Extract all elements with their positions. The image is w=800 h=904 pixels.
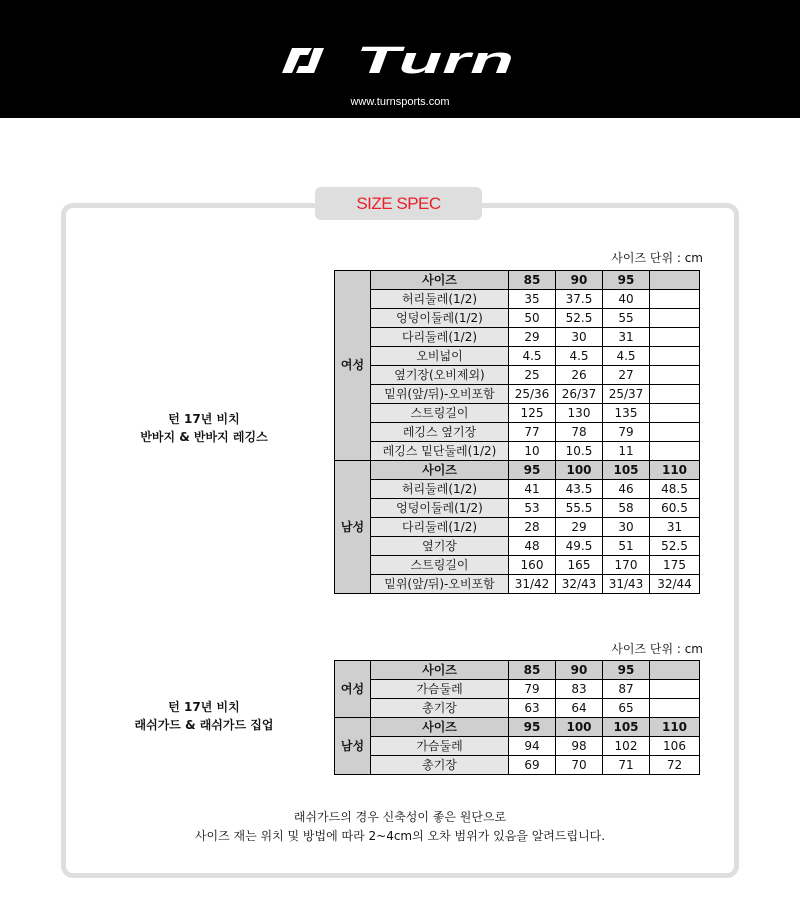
measurement-label-cell: 엉덩이둘레(1/2) — [371, 309, 509, 328]
measurement-value-cell: 79 — [603, 423, 650, 442]
measurement-label-cell: 옆기장 — [371, 537, 509, 556]
header-label-cell: 사이즈 — [371, 461, 509, 480]
measurement-value-cell: 30 — [603, 518, 650, 537]
header-label-cell: 사이즈 — [371, 718, 509, 737]
header-size-cell — [650, 661, 700, 680]
measurement-value-cell: 32/44 — [650, 575, 700, 594]
measurement-value-cell — [650, 404, 700, 423]
measurement-value-cell: 31 — [603, 328, 650, 347]
measurement-value-cell: 28 — [509, 518, 556, 537]
header-size-cell — [650, 271, 700, 290]
measurement-label-cell: 밑위(앞/뒤)-오비포함 — [371, 385, 509, 404]
measurement-value-cell: 25/36 — [509, 385, 556, 404]
measurement-label-cell: 총기장 — [371, 756, 509, 775]
header-label-cell: 사이즈 — [371, 271, 509, 290]
gender-label: 여성 — [335, 661, 371, 718]
measurement-value-cell: 46 — [603, 480, 650, 499]
header-size-cell: 100 — [556, 461, 603, 480]
gender-label: 여성 — [335, 271, 371, 461]
measurement-value-cell: 32/43 — [556, 575, 603, 594]
measurement-label-cell: 허리둘레(1/2) — [371, 290, 509, 309]
measurement-label-cell: 허리둘레(1/2) — [371, 480, 509, 499]
measurement-label-cell: 스트링길이 — [371, 556, 509, 575]
table-row — [335, 737, 700, 756]
product-title-line2: 반바지 & 반바지 레깅스 — [140, 430, 268, 444]
measurement-value-cell: 43.5 — [556, 480, 603, 499]
measurement-value-cell: 50 — [509, 309, 556, 328]
measurement-value-cell: 31 — [650, 518, 700, 537]
measurement-value-cell: 4.5 — [556, 347, 603, 366]
header-size-cell: 105 — [603, 461, 650, 480]
header-size-cell: 95 — [509, 461, 556, 480]
size-unit-label: 사이즈 단위 : cm — [611, 642, 703, 656]
measurement-value-cell — [650, 290, 700, 309]
measurement-value-cell: 125 — [509, 404, 556, 423]
measurement-value-cell: 87 — [603, 680, 650, 699]
table-row — [335, 518, 700, 537]
table-row — [335, 756, 700, 775]
table-row — [335, 575, 700, 594]
table-row — [335, 385, 700, 404]
measurement-value-cell: 49.5 — [556, 537, 603, 556]
measurement-value-cell: 165 — [556, 556, 603, 575]
measurement-label-cell: 레깅스 옆기장 — [371, 423, 509, 442]
table-row — [335, 366, 700, 385]
measurement-value-cell: 64 — [556, 699, 603, 718]
header-size-cell: 95 — [509, 718, 556, 737]
header-size-cell: 105 — [603, 718, 650, 737]
measurement-value-cell: 130 — [556, 404, 603, 423]
measurement-value-cell: 26 — [556, 366, 603, 385]
size-note — [0, 808, 800, 846]
size-spec-title: SIZE SPEC — [315, 187, 482, 220]
gender-label: 남성 — [335, 718, 371, 775]
size-table-shorts — [334, 270, 700, 594]
measurement-value-cell — [650, 423, 700, 442]
measurement-value-cell: 135 — [603, 404, 650, 423]
header-label-cell: 사이즈 — [371, 661, 509, 680]
measurement-value-cell: 72 — [650, 756, 700, 775]
measurement-label-cell: 엉덩이둘레(1/2) — [371, 499, 509, 518]
header-size-cell: 85 — [509, 661, 556, 680]
size-table-rashguard — [334, 660, 700, 775]
header-size-cell: 110 — [650, 718, 700, 737]
measurement-value-cell — [650, 309, 700, 328]
measurement-label-cell: 가슴둘레 — [371, 680, 509, 699]
brand-logo-text: Turn — [356, 40, 514, 80]
measurement-value-cell: 51 — [603, 537, 650, 556]
header-size-cell: 90 — [556, 661, 603, 680]
measurement-value-cell: 98 — [556, 737, 603, 756]
header-size-cell: 95 — [603, 661, 650, 680]
measurement-value-cell: 4.5 — [509, 347, 556, 366]
measurement-value-cell: 27 — [603, 366, 650, 385]
measurement-value-cell: 48 — [509, 537, 556, 556]
table-row — [335, 680, 700, 699]
table-row — [335, 556, 700, 575]
product-title-shorts — [104, 410, 304, 446]
product-title-rashguard — [104, 698, 304, 734]
measurement-value-cell: 11 — [603, 442, 650, 461]
header-size-cell: 85 — [509, 271, 556, 290]
measurement-value-cell: 71 — [603, 756, 650, 775]
measurement-value-cell: 10 — [509, 442, 556, 461]
measurement-value-cell: 35 — [509, 290, 556, 309]
table-row — [335, 423, 700, 442]
measurement-value-cell: 26/37 — [556, 385, 603, 404]
table-row — [335, 699, 700, 718]
table-row — [335, 290, 700, 309]
measurement-label-cell: 다리둘레(1/2) — [371, 328, 509, 347]
measurement-value-cell: 60.5 — [650, 499, 700, 518]
table-header-row — [335, 271, 700, 290]
brand-url[interactable]: www.turnsports.com — [350, 96, 450, 108]
product-title-line1: 턴 17년 비치 — [168, 700, 240, 714]
measurement-value-cell: 170 — [603, 556, 650, 575]
measurement-value-cell: 83 — [556, 680, 603, 699]
table-row — [335, 442, 700, 461]
measurement-value-cell: 48.5 — [650, 480, 700, 499]
product-title-line1: 턴 17년 비치 — [168, 412, 240, 426]
measurement-value-cell: 175 — [650, 556, 700, 575]
table-row — [335, 404, 700, 423]
measurement-value-cell: 79 — [509, 680, 556, 699]
table-row — [335, 480, 700, 499]
measurement-value-cell: 10.5 — [556, 442, 603, 461]
measurement-value-cell: 31/42 — [509, 575, 556, 594]
measurement-value-cell: 78 — [556, 423, 603, 442]
measurement-label-cell: 레깅스 밑단둘레(1/2) — [371, 442, 509, 461]
table-row — [335, 309, 700, 328]
measurement-value-cell: 63 — [509, 699, 556, 718]
measurement-value-cell: 58 — [603, 499, 650, 518]
measurement-value-cell — [650, 680, 700, 699]
header-size-cell: 110 — [650, 461, 700, 480]
table-row — [335, 347, 700, 366]
brand-logo — [278, 40, 518, 80]
table-header-row — [335, 661, 700, 680]
measurement-value-cell: 29 — [509, 328, 556, 347]
measurement-value-cell: 102 — [603, 737, 650, 756]
measurement-value-cell: 55.5 — [556, 499, 603, 518]
measurement-value-cell: 4.5 — [603, 347, 650, 366]
measurement-value-cell — [650, 366, 700, 385]
measurement-value-cell — [650, 328, 700, 347]
measurement-label-cell: 밑위(앞/뒤)-오비포함 — [371, 575, 509, 594]
table-header-row — [335, 718, 700, 737]
measurement-value-cell — [650, 385, 700, 404]
measurement-label-cell: 다리둘레(1/2) — [371, 518, 509, 537]
measurement-label-cell: 가슴둘레 — [371, 737, 509, 756]
size-note-line2: 사이즈 재는 위치 및 방법에 따라 2~4cm의 오차 범위가 있음을 알려드립니다. — [194, 829, 606, 843]
measurement-value-cell: 55 — [603, 309, 650, 328]
measurement-value-cell: 69 — [509, 756, 556, 775]
measurement-value-cell — [650, 347, 700, 366]
measurement-label-cell: 옆기장(오비제외) — [371, 366, 509, 385]
header-size-cell: 100 — [556, 718, 603, 737]
product-title-line2: 래쉬가드 & 래쉬가드 집업 — [134, 718, 274, 732]
measurement-value-cell — [650, 442, 700, 461]
header-size-cell: 95 — [603, 271, 650, 290]
measurement-value-cell — [650, 699, 700, 718]
table-header-row — [335, 461, 700, 480]
measurement-value-cell: 31/43 — [603, 575, 650, 594]
measurement-value-cell: 77 — [509, 423, 556, 442]
measurement-label-cell: 총기장 — [371, 699, 509, 718]
measurement-value-cell: 160 — [509, 556, 556, 575]
measurement-value-cell: 52.5 — [650, 537, 700, 556]
table-row — [335, 328, 700, 347]
measurement-value-cell: 70 — [556, 756, 603, 775]
measurement-value-cell: 25 — [509, 366, 556, 385]
measurement-label-cell: 스트링길이 — [371, 404, 509, 423]
table-row — [335, 499, 700, 518]
measurement-value-cell: 30 — [556, 328, 603, 347]
measurement-value-cell: 37.5 — [556, 290, 603, 309]
measurement-value-cell: 94 — [509, 737, 556, 756]
measurement-value-cell: 52.5 — [556, 309, 603, 328]
measurement-value-cell: 53 — [509, 499, 556, 518]
measurement-value-cell: 25/37 — [603, 385, 650, 404]
size-unit-label: 사이즈 단위 : cm — [611, 251, 703, 265]
measurement-value-cell: 40 — [603, 290, 650, 309]
measurement-label-cell: 오비넓이 — [371, 347, 509, 366]
measurement-value-cell: 41 — [509, 480, 556, 499]
gender-label: 남성 — [335, 461, 371, 594]
measurement-value-cell: 65 — [603, 699, 650, 718]
size-note-line1: 래쉬가드의 경우 신축성이 좋은 원단으로 — [293, 810, 507, 824]
measurement-value-cell: 29 — [556, 518, 603, 537]
header-size-cell: 90 — [556, 271, 603, 290]
brand-header — [0, 0, 800, 118]
table-row — [335, 537, 700, 556]
measurement-value-cell: 106 — [650, 737, 700, 756]
